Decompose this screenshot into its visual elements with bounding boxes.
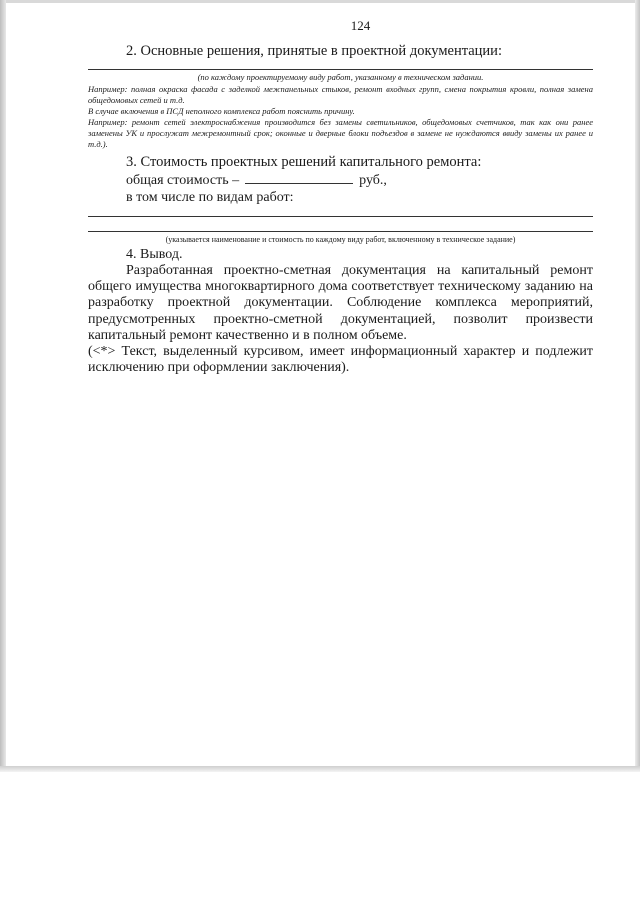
section-2-note-example-2: Например: ремонт сетей электроснабжения производится без замены светильников, общедомовых счетчиков, так как они ранее заменены УК и прослужат межремонтный срок; оконные и дверные блоки подъездов в замене не нуждаются ввиду замены их ранее и т.д.). — [88, 117, 593, 149]
work-type-line-1 — [88, 216, 593, 217]
section-2-heading: 2. Основные решения, принятые в проектной документации: — [126, 43, 502, 59]
total-cost-label: общая стоимость – — [126, 173, 240, 188]
section-3-caption: (указывается наименование и стоимость по каждому виду работ, включенному в техническое задание) — [165, 235, 516, 244]
document-page — [88, 18, 593, 376]
italic-text-remark: (<*> Текст, выделенный курсивом, имеет информационный характер и подлежит исключению при оформлении заключения). — [88, 344, 593, 376]
section-4-heading: 4. Вывод. — [126, 247, 183, 262]
scan-edge-bottom — [0, 766, 640, 772]
scan-edge-top — [0, 0, 640, 3]
page-number: 124 — [350, 18, 371, 33]
section-2-blank-line — [88, 61, 593, 70]
section-3-heading: 3. Стоимость проектных решений капитального ремонта: — [126, 154, 482, 170]
section-2-caption: (по каждому проектируемому виду работ, указанному в техническом задании. — [197, 72, 484, 82]
total-cost-line — [126, 171, 593, 189]
scan-edge-right — [635, 0, 640, 770]
total-cost-blank — [245, 171, 353, 184]
scan-edge-left — [0, 0, 6, 770]
section-2-note-example-1: Например: полная окраска фасада с заделкой межпанельных стыков, ремонт входных групп, смена покрытия кровли, полная замена общедомовых сетей и т.д. — [88, 84, 593, 105]
total-cost-unit: руб., — [359, 173, 387, 188]
conclusion-paragraph: Разработанная проектно-сметная документация на капитальный ремонт общего имущества многоквартирного дома соответствует техническому заданию на разработку проектной документации. Соблюдение комплекса мероприятий, предусмотренных проектно-сметной документацией, позволит произвести капитальный ремонт качественно и в полном объеме. — [88, 263, 593, 343]
by-work-type-label: в том числе по видам работ: — [126, 190, 294, 205]
section-2-note-partial-works: В случае включения в ПСД неполного комплекса работ пояснить причину. — [88, 106, 355, 116]
work-type-line-2 — [88, 231, 593, 232]
